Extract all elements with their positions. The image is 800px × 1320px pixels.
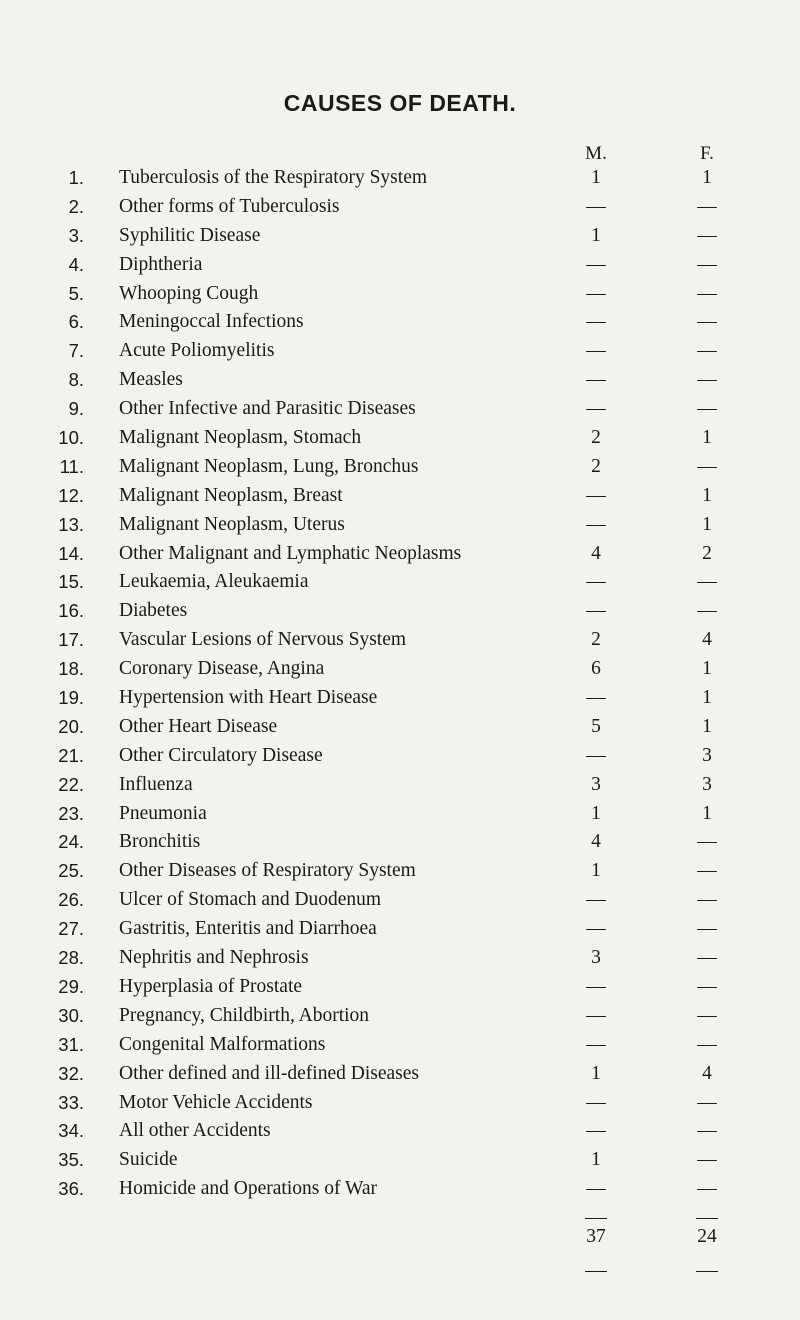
male-count: 1 [591, 167, 601, 188]
male-count: 1 [591, 860, 601, 882]
female-count: — [697, 455, 717, 477]
female-count: — [697, 311, 717, 333]
cause-label: Diphtheria [119, 253, 203, 275]
cause-label: Diabetes [119, 600, 188, 622]
total-rule-top-male [585, 1218, 607, 1219]
page-title: CAUSES OF DEATH. [283, 90, 517, 116]
cause-label: Syphilitic Disease [119, 224, 261, 246]
table-row [0, 1002, 800, 1031]
male-count: — [586, 975, 606, 997]
row-number: 16. [58, 600, 84, 622]
male-count: 4 [591, 542, 601, 564]
row-number: 15. [58, 571, 84, 593]
table-row [0, 453, 800, 482]
female-count: — [697, 831, 717, 853]
male-count: — [586, 571, 606, 593]
table-row [0, 395, 800, 424]
female-count: — [697, 1149, 717, 1171]
female-count: 1 [702, 658, 712, 680]
table-row [0, 1146, 800, 1175]
table-row [0, 800, 800, 829]
row-number: 9. [68, 398, 84, 420]
cause-label: Other Heart Disease [119, 715, 278, 737]
table-row [0, 568, 800, 597]
row-number: 7. [68, 340, 84, 362]
male-count: 2 [591, 629, 601, 651]
cause-label: Measles [119, 369, 183, 391]
female-count: 1 [702, 484, 712, 506]
female-count: — [697, 889, 717, 911]
male-count: — [586, 398, 606, 420]
male-count: 1 [591, 1062, 601, 1084]
male-count: 1 [591, 802, 601, 824]
male-count: 5 [591, 715, 601, 737]
table-row [0, 886, 800, 915]
table-row [0, 597, 800, 626]
column-header-male: M. [585, 143, 607, 164]
male-count: — [586, 513, 606, 535]
female-count: 1 [702, 167, 712, 188]
female-count: — [697, 340, 717, 362]
male-count: — [586, 687, 606, 709]
row-number: 10. [58, 427, 84, 449]
cause-label: Gastritis, Enteritis and Diarrhoea [119, 918, 377, 940]
row-number: 8. [68, 369, 84, 391]
table-row [0, 222, 800, 251]
male-count: — [586, 744, 606, 766]
female-count: — [697, 571, 717, 593]
row-number: 36. [58, 1178, 84, 1200]
male-count: — [586, 1004, 606, 1026]
total-rule-bottom-male [585, 1271, 607, 1272]
table-row [0, 308, 800, 337]
male-count: — [586, 600, 606, 622]
cause-label: Malignant Neoplasm, Breast [119, 484, 343, 506]
cause-label: Pregnancy, Childbirth, Abortion [119, 1004, 370, 1026]
cause-label: Tuberculosis of the Respiratory System [119, 167, 428, 188]
cause-label: All other Accidents [119, 1120, 271, 1142]
table-row [0, 424, 800, 453]
male-count: — [586, 889, 606, 911]
table-row [0, 280, 800, 309]
cause-label: Whooping Cough [119, 282, 259, 304]
cause-label: Ulcer of Stomach and Duodenum [119, 889, 382, 911]
female-count: — [697, 860, 717, 882]
row-number: 24. [58, 831, 84, 853]
table-row [0, 828, 800, 857]
table-row [0, 713, 800, 742]
row-number: 28. [58, 947, 84, 969]
female-count: — [697, 224, 717, 246]
male-count: — [586, 1120, 606, 1142]
female-count: — [697, 195, 717, 217]
cause-label: Hypertension with Heart Disease [119, 687, 378, 709]
table-row [0, 1031, 800, 1060]
female-count: — [697, 975, 717, 997]
male-count: — [586, 369, 606, 391]
causes-table [0, 164, 800, 1204]
male-count: — [586, 1091, 606, 1113]
cause-label: Hyperplasia of Prostate [119, 975, 303, 997]
table-row [0, 973, 800, 1002]
cause-label: Suicide [119, 1149, 178, 1171]
table-row [0, 684, 800, 713]
male-count: — [586, 311, 606, 333]
row-number: 2. [68, 195, 84, 217]
row-number: 21. [58, 744, 84, 766]
male-count: 3 [591, 773, 601, 795]
table-row [0, 655, 800, 684]
female-count: 1 [702, 715, 712, 737]
row-number: 23. [58, 802, 84, 824]
table-row [0, 944, 800, 973]
female-count: 2 [702, 542, 712, 564]
cause-label: Acute Poliomyelitis [119, 340, 275, 362]
cause-label: Nephritis and Nephrosis [119, 947, 309, 969]
cause-label: Pneumonia [119, 802, 207, 824]
cause-label: Motor Vehicle Accidents [119, 1091, 313, 1113]
table-row [0, 857, 800, 886]
table-row [0, 337, 800, 366]
row-number: 27. [58, 918, 84, 940]
row-number: 17. [58, 629, 84, 651]
table-row [0, 193, 800, 222]
male-count: — [586, 253, 606, 275]
cause-label: Other Diseases of Respiratory System [119, 860, 416, 882]
male-count: 1 [591, 224, 601, 246]
row-number: 22. [58, 773, 84, 795]
female-count: — [697, 253, 717, 275]
row-number: 34. [58, 1120, 84, 1142]
female-count: — [697, 369, 717, 391]
female-count: 3 [702, 744, 712, 766]
table-row [0, 1175, 800, 1204]
table-row [0, 482, 800, 511]
row-number: 19. [58, 687, 84, 709]
row-number: 26. [58, 889, 84, 911]
female-count: 4 [702, 1062, 712, 1084]
table-row [0, 511, 800, 540]
row-number: 1. [68, 167, 84, 188]
female-count: 4 [702, 629, 712, 651]
row-number: 5. [68, 282, 84, 304]
row-number: 29. [58, 975, 84, 997]
female-count: 1 [702, 513, 712, 535]
female-count: — [697, 1033, 717, 1055]
table-row [0, 915, 800, 944]
cause-label: Other Malignant and Lymphatic Neoplasms [119, 542, 462, 564]
cause-label: Meningoccal Infections [119, 311, 304, 333]
row-number: 33. [58, 1091, 84, 1113]
table-row [0, 626, 800, 655]
table-row [0, 251, 800, 280]
female-count: — [697, 1004, 717, 1026]
female-count: 3 [702, 773, 712, 795]
male-count: — [586, 484, 606, 506]
cause-label: Bronchitis [119, 831, 201, 853]
table-row [0, 540, 800, 569]
row-number: 12. [58, 484, 84, 506]
row-number: 30. [58, 1004, 84, 1026]
female-count: 1 [702, 687, 712, 709]
table-row [0, 1089, 800, 1118]
male-count: 4 [591, 831, 601, 853]
female-count: — [697, 398, 717, 420]
cause-label: Influenza [119, 773, 193, 795]
table-row [0, 742, 800, 771]
male-count: — [586, 340, 606, 362]
female-count: 1 [702, 802, 712, 824]
total-rule-bottom-female [696, 1271, 718, 1272]
male-count: — [586, 918, 606, 940]
cause-label: Leukaemia, Aleukaemia [119, 571, 309, 593]
cause-label: Congenital Malformations [119, 1033, 326, 1055]
cause-label: Vascular Lesions of Nervous System [119, 629, 407, 651]
female-count: — [697, 1091, 717, 1113]
row-number: 14. [58, 542, 84, 564]
cause-label: Other Infective and Parasitic Diseases [119, 398, 416, 420]
female-count: — [697, 600, 717, 622]
female-count: — [697, 947, 717, 969]
cause-label: Other Circulatory Disease [119, 744, 323, 766]
row-number: 3. [68, 224, 84, 246]
total-male: 37 [586, 1226, 606, 1247]
female-count: — [697, 1120, 717, 1142]
male-count: 6 [591, 658, 601, 680]
row-number: 20. [58, 715, 84, 737]
male-count: 3 [591, 947, 601, 969]
male-count: — [586, 282, 606, 304]
cause-label: Malignant Neoplasm, Stomach [119, 427, 362, 449]
table-row [0, 366, 800, 395]
row-number: 35. [58, 1149, 84, 1171]
female-count: — [697, 1178, 717, 1200]
cause-label: Coronary Disease, Angina [119, 658, 325, 680]
cause-label: Homicide and Operations of War [119, 1178, 377, 1200]
male-count: — [586, 1033, 606, 1055]
total-rule-top-female [696, 1218, 718, 1219]
row-number: 6. [68, 311, 84, 333]
table-row [0, 1060, 800, 1089]
table-row [0, 1117, 800, 1146]
row-number: 11. [59, 455, 84, 477]
cause-label: Other forms of Tuberculosis [119, 195, 340, 217]
male-count: 2 [591, 427, 601, 449]
row-number: 25. [58, 860, 84, 882]
cause-label: Malignant Neoplasm, Lung, Bronchus [119, 455, 419, 477]
table-row [0, 164, 800, 193]
row-number: 18. [58, 658, 84, 680]
cause-label: Malignant Neoplasm, Uterus [119, 513, 345, 535]
cause-label: Other defined and ill-defined Diseases [119, 1062, 419, 1084]
male-count: 2 [591, 455, 601, 477]
female-count: 1 [702, 427, 712, 449]
row-number: 31. [58, 1033, 84, 1055]
male-count: 1 [591, 1149, 601, 1171]
row-number: 13. [58, 513, 84, 535]
male-count: — [586, 195, 606, 217]
row-number: 32. [58, 1062, 84, 1084]
female-count: — [697, 918, 717, 940]
column-header-female: F. [700, 143, 714, 164]
total-female: 24 [697, 1226, 717, 1247]
row-number: 4. [68, 253, 84, 275]
male-count: — [586, 1178, 606, 1200]
table-row [0, 771, 800, 800]
female-count: — [697, 282, 717, 304]
